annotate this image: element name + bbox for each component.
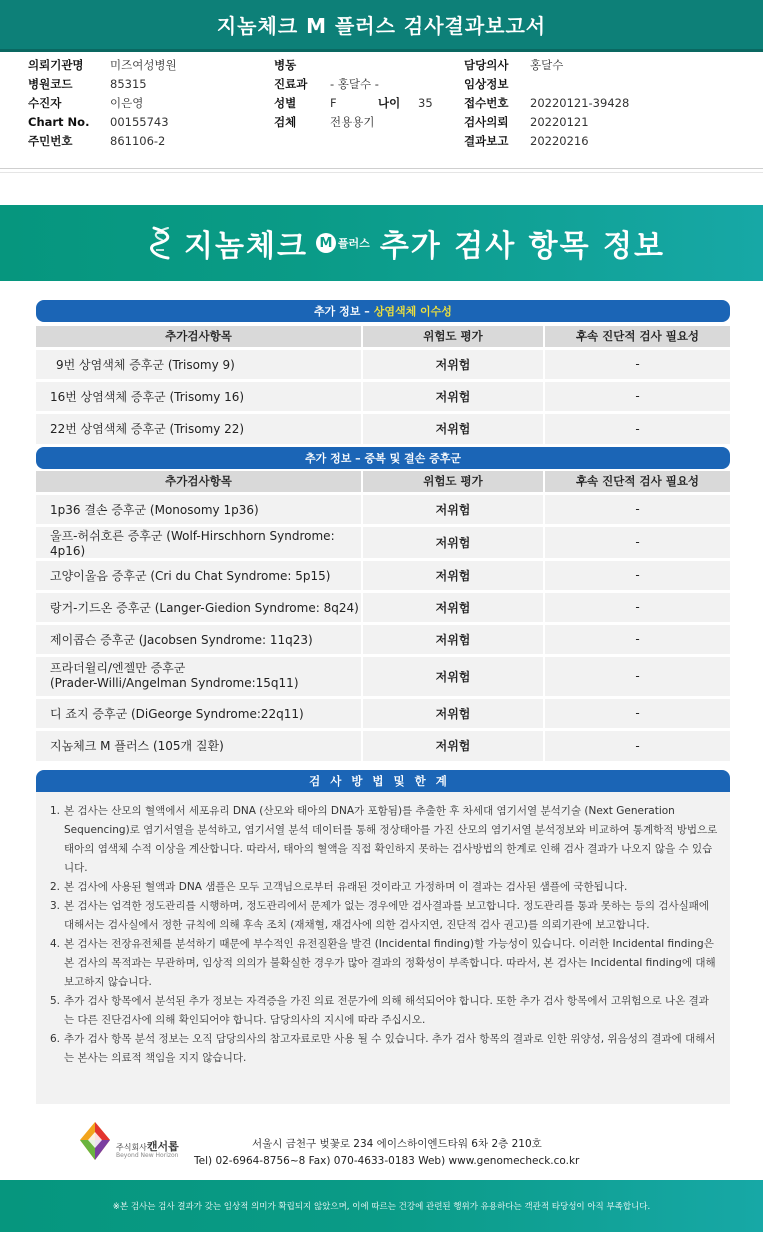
info-value: 00155743 [110,115,169,129]
list-number: 4. [50,938,61,950]
info-row-resident-no [28,132,177,151]
section-title-deletion-duplication [36,447,730,469]
info-column-3 [464,56,629,151]
deletion-duplication-table [36,471,730,761]
plus-label: 플러스 [337,237,370,250]
info-label: 성별 [274,96,297,110]
followup-need: - [544,559,730,591]
info-row-ward [274,56,433,75]
followup-need: - [544,729,730,761]
table-row [36,559,730,591]
list-item [50,992,718,1030]
report-title: 지놈체크 M 플러스 검사결과보고서 [0,0,763,52]
column-header: 추가검사항목 [36,326,362,348]
info-value: 전용용기 [330,115,375,129]
info-row-clinical-info [464,75,629,94]
info-row-request-date [464,113,629,132]
info-value: 미즈여성병원 [110,58,177,72]
followup-need: - [544,348,730,380]
column-header: 후속 진단적 검사 필요성 [544,471,730,493]
info-row-specimen [274,113,433,132]
risk-assessment: 저위험 [362,591,544,623]
test-item-name: 지놈체크 M 플러스 (105개 질환) [36,729,362,761]
followup-need: - [544,655,730,697]
table-row [36,697,730,729]
section-title: 추가 정보 – 중복 및 결손 증후군 [305,452,461,465]
list-number: 1. [50,805,61,817]
risk-assessment: 저위험 [362,623,544,655]
table-row [36,623,730,655]
table-row [36,493,730,525]
info-label: 담당의사 [464,58,509,72]
info-row-patient [28,94,177,113]
risk-assessment: 저위험 [362,655,544,697]
table-row [36,655,730,697]
column-header: 추가검사항목 [36,471,362,493]
footer-note: ※본 검사는 검사 결과가 갖는 임상적 의미가 확립되지 않았으며, 이에 따르는 건강에 관련된 행위가 유용하다는 객관적 타당성이 아직 부족합니다. [0,1180,763,1232]
info-label: 나이 [378,96,401,110]
column-header: 위험도 평가 [362,326,544,348]
list-number: 3. [50,900,61,912]
info-label: 진료과 [274,77,308,91]
info-row-institution [28,56,177,75]
test-item-name: 울프-허쉬호른 증후군 (Wolf-Hirschhorn Syndrome: 4p16) [36,525,362,559]
test-item-name: 22번 상염색체 증후군 (Trisomy 22) [36,412,362,444]
info-row-chart-no [28,113,177,132]
company-logo-icon [78,1120,112,1162]
risk-assessment: 저위험 [362,380,544,412]
info-label: 병동 [274,58,297,72]
followup-need: - [544,525,730,559]
info-label: 병원코드 [28,77,73,91]
test-item-name-line1: 프라더윌리/엔젤만 증후군 [50,661,186,675]
table-row [36,412,730,444]
followup-need: - [544,412,730,444]
info-value: 861106-2 [110,134,166,148]
info-value: 20220121-39428 [530,96,630,110]
list-number: 2. [50,881,61,893]
column-header: 후속 진단적 검사 필요성 [544,326,730,348]
info-row-report-date [464,132,629,151]
risk-assessment: 저위험 [362,525,544,559]
info-row-doctor [464,56,629,75]
info-row-sex-age [274,94,433,113]
test-item-name: 1p36 결손 증후군 (Monosomy 1p36) [36,493,362,525]
info-label: 수진자 [28,96,62,110]
risk-assessment: 저위험 [362,729,544,761]
company-prefix: 주식회사 [116,1143,147,1152]
info-label: 주민번호 [28,134,73,148]
info-value: 35 [418,96,433,110]
info-label: 접수번호 [464,96,509,110]
info-column-1 [28,56,177,151]
company-tagline: Beyond New Horizon [116,1152,179,1159]
company-info [78,1118,698,1174]
list-text: 본 검사는 산모의 혈액에서 세포유리 DNA (산모와 태아의 DNA가 포함됨)를 추출한 후 차세대 염기서열 분석기술 (Next Generation Sequencing)로 염기서열을 분석하고, 염기서열 분석 데이터를 통해 정상태아를 가진 산모의 염기서열 분석정보와 비교하여 통계학적 방법으로 태아의 염색체 수적 이상을 계산합니다. 따라서, 태아의 혈액을 직접 확인하지 못하는 검사방법의 한계로 인해 검사 결과가 나오지 않을 수 있습니다. [64,805,718,874]
m-badge: M [316,233,336,253]
section-title-highlight: 상염색체 이수성 [373,305,452,318]
info-row-receipt-no [464,94,629,113]
column-header: 위험도 평가 [362,471,544,493]
info-label: 임상정보 [464,77,509,91]
list-item [50,935,718,992]
followup-need: - [544,623,730,655]
list-item [50,1030,718,1068]
test-item-name: 고양이울음 증후군 (Cri du Chat Syndrome: 5p15) [36,559,362,591]
risk-assessment: 저위험 [362,493,544,525]
table-row [36,380,730,412]
list-item [50,878,718,897]
followup-need: - [544,493,730,525]
followup-need: - [544,380,730,412]
followup-need: - [544,697,730,729]
info-label: 의뢰기관명 [28,58,84,72]
dna-helix-icon [148,224,178,262]
list-number: 6. [50,1033,61,1045]
table-row [36,525,730,559]
test-item-name [36,655,362,697]
info-value: 홍달수 [530,58,564,72]
info-label: Chart No. [28,115,90,129]
table-header-row [36,326,730,348]
table-header-row [36,471,730,493]
info-value: 20220121 [530,115,589,129]
list-text: 본 검사는 전장유전체를 분석하기 때문에 부수적인 유전질환을 발견 (Incidental finding)할 가능성이 있습니다. 이러한 Incidental finding은 본 검사의 목적과는 무관하며, 임상적 의의가 불확실한 경우가 많아 결과의 정확성이 부족합니다. 따라서, 본 검사는 Incidental finding에 대해 보고하지 않습니다. [64,938,716,988]
table-row [36,591,730,623]
risk-assessment: 저위험 [362,559,544,591]
list-item [50,897,718,935]
list-text: 추가 검사 항목 분석 정보는 오직 담당의사의 참고자료로만 사용 될 수 있습니다. 추가 검사 항목의 결과로 인한 위양성, 위음성의 결과에 대해서는 본사는 의료적 책임을 지지 않습니다. [64,1033,716,1064]
info-value: 20220216 [530,134,589,148]
risk-assessment: 저위험 [362,697,544,729]
section-title-prefix: 추가 정보 – [314,305,370,318]
info-value: F [330,96,337,110]
brand-name: 지놈체크 [184,229,308,264]
list-text: 본 검사는 엄격한 정도관리를 시행하며, 정도관리에서 문제가 없는 경우에만 검사결과를 보고합니다. 정도관리를 통과 못하는 등의 검사실패에 대해서는 검사실에서 정한 규칙에 의해 후속 조치 (재채혈, 재검사에 의한 검사지연, 진단적 검사 권고)를 의뢰기관에 보고합니다. [64,900,710,931]
info-row-department [274,75,433,94]
info-value: - 홍달수 - [330,77,379,91]
test-item-name: 제이콥슨 증후군 (Jacobsen Syndrome: 11q23) [36,623,362,655]
info-row-hospital-code [28,75,177,94]
info-value: 이은영 [110,96,144,110]
list-text: 본 검사에 사용된 혈액과 DNA 샘플은 모두 고객님으로부터 유래된 것이라고 가정하며 이 결과는 검사된 샘플에 국한됩니다. [64,881,628,893]
section-banner [0,205,763,281]
list-item [50,802,718,878]
followup-need: - [544,591,730,623]
divider [0,172,763,173]
company-contact: Tel) 02-6964-8756~8 Fax) 070-4633-0183 Web) www.genomecheck.co.kr [194,1155,580,1167]
divider [0,168,763,169]
info-label: 검사의뢰 [464,115,509,129]
list-number: 5. [50,995,61,1007]
methods-title: 검사방법및한계 [36,770,730,792]
company-address: 서울시 금천구 벚꽃로 234 에이스하이엔드타워 6차 2층 210호 [252,1138,542,1150]
aneuploidy-table [36,326,730,444]
methods-list [36,792,730,1104]
info-column-2 [274,56,433,132]
risk-assessment: 저위험 [362,412,544,444]
test-item-name: 9번 상염색체 증후군 (Trisomy 9) [36,348,362,380]
table-row [36,729,730,761]
test-item-name: 랑거-기드온 증후군 (Langer-Giedion Syndrome: 8q24) [36,591,362,623]
banner-headline: 추가 검사 항목 정보 [379,229,665,264]
section-title-aneuploidy [36,300,730,322]
info-label: 결과보고 [464,134,509,148]
test-item-name: 16번 상염색체 증후군 (Trisomy 16) [36,380,362,412]
info-value: 85315 [110,77,147,91]
company-name-main: 캔서롭 [146,1140,179,1153]
risk-assessment: 저위험 [362,348,544,380]
table-row [36,348,730,380]
list-text: 추가 검사 항목에서 분석된 추가 정보는 자격증을 가진 의료 전문가에 의해 해석되어야 합니다. 또한 추가 검사 항목에서 고위험으로 나온 결과는 다른 진단검사에 의해 확인되어야 합니다. 담당의사의 지시에 따라 주십시오. [64,995,709,1026]
test-item-name: 디 죠지 증후군 (DiGeorge Syndrome:22q11) [36,697,362,729]
info-label: 검체 [274,115,297,129]
test-item-name-line2: (Prader-Willi/Angelman Syndrome:15q11) [50,676,299,690]
